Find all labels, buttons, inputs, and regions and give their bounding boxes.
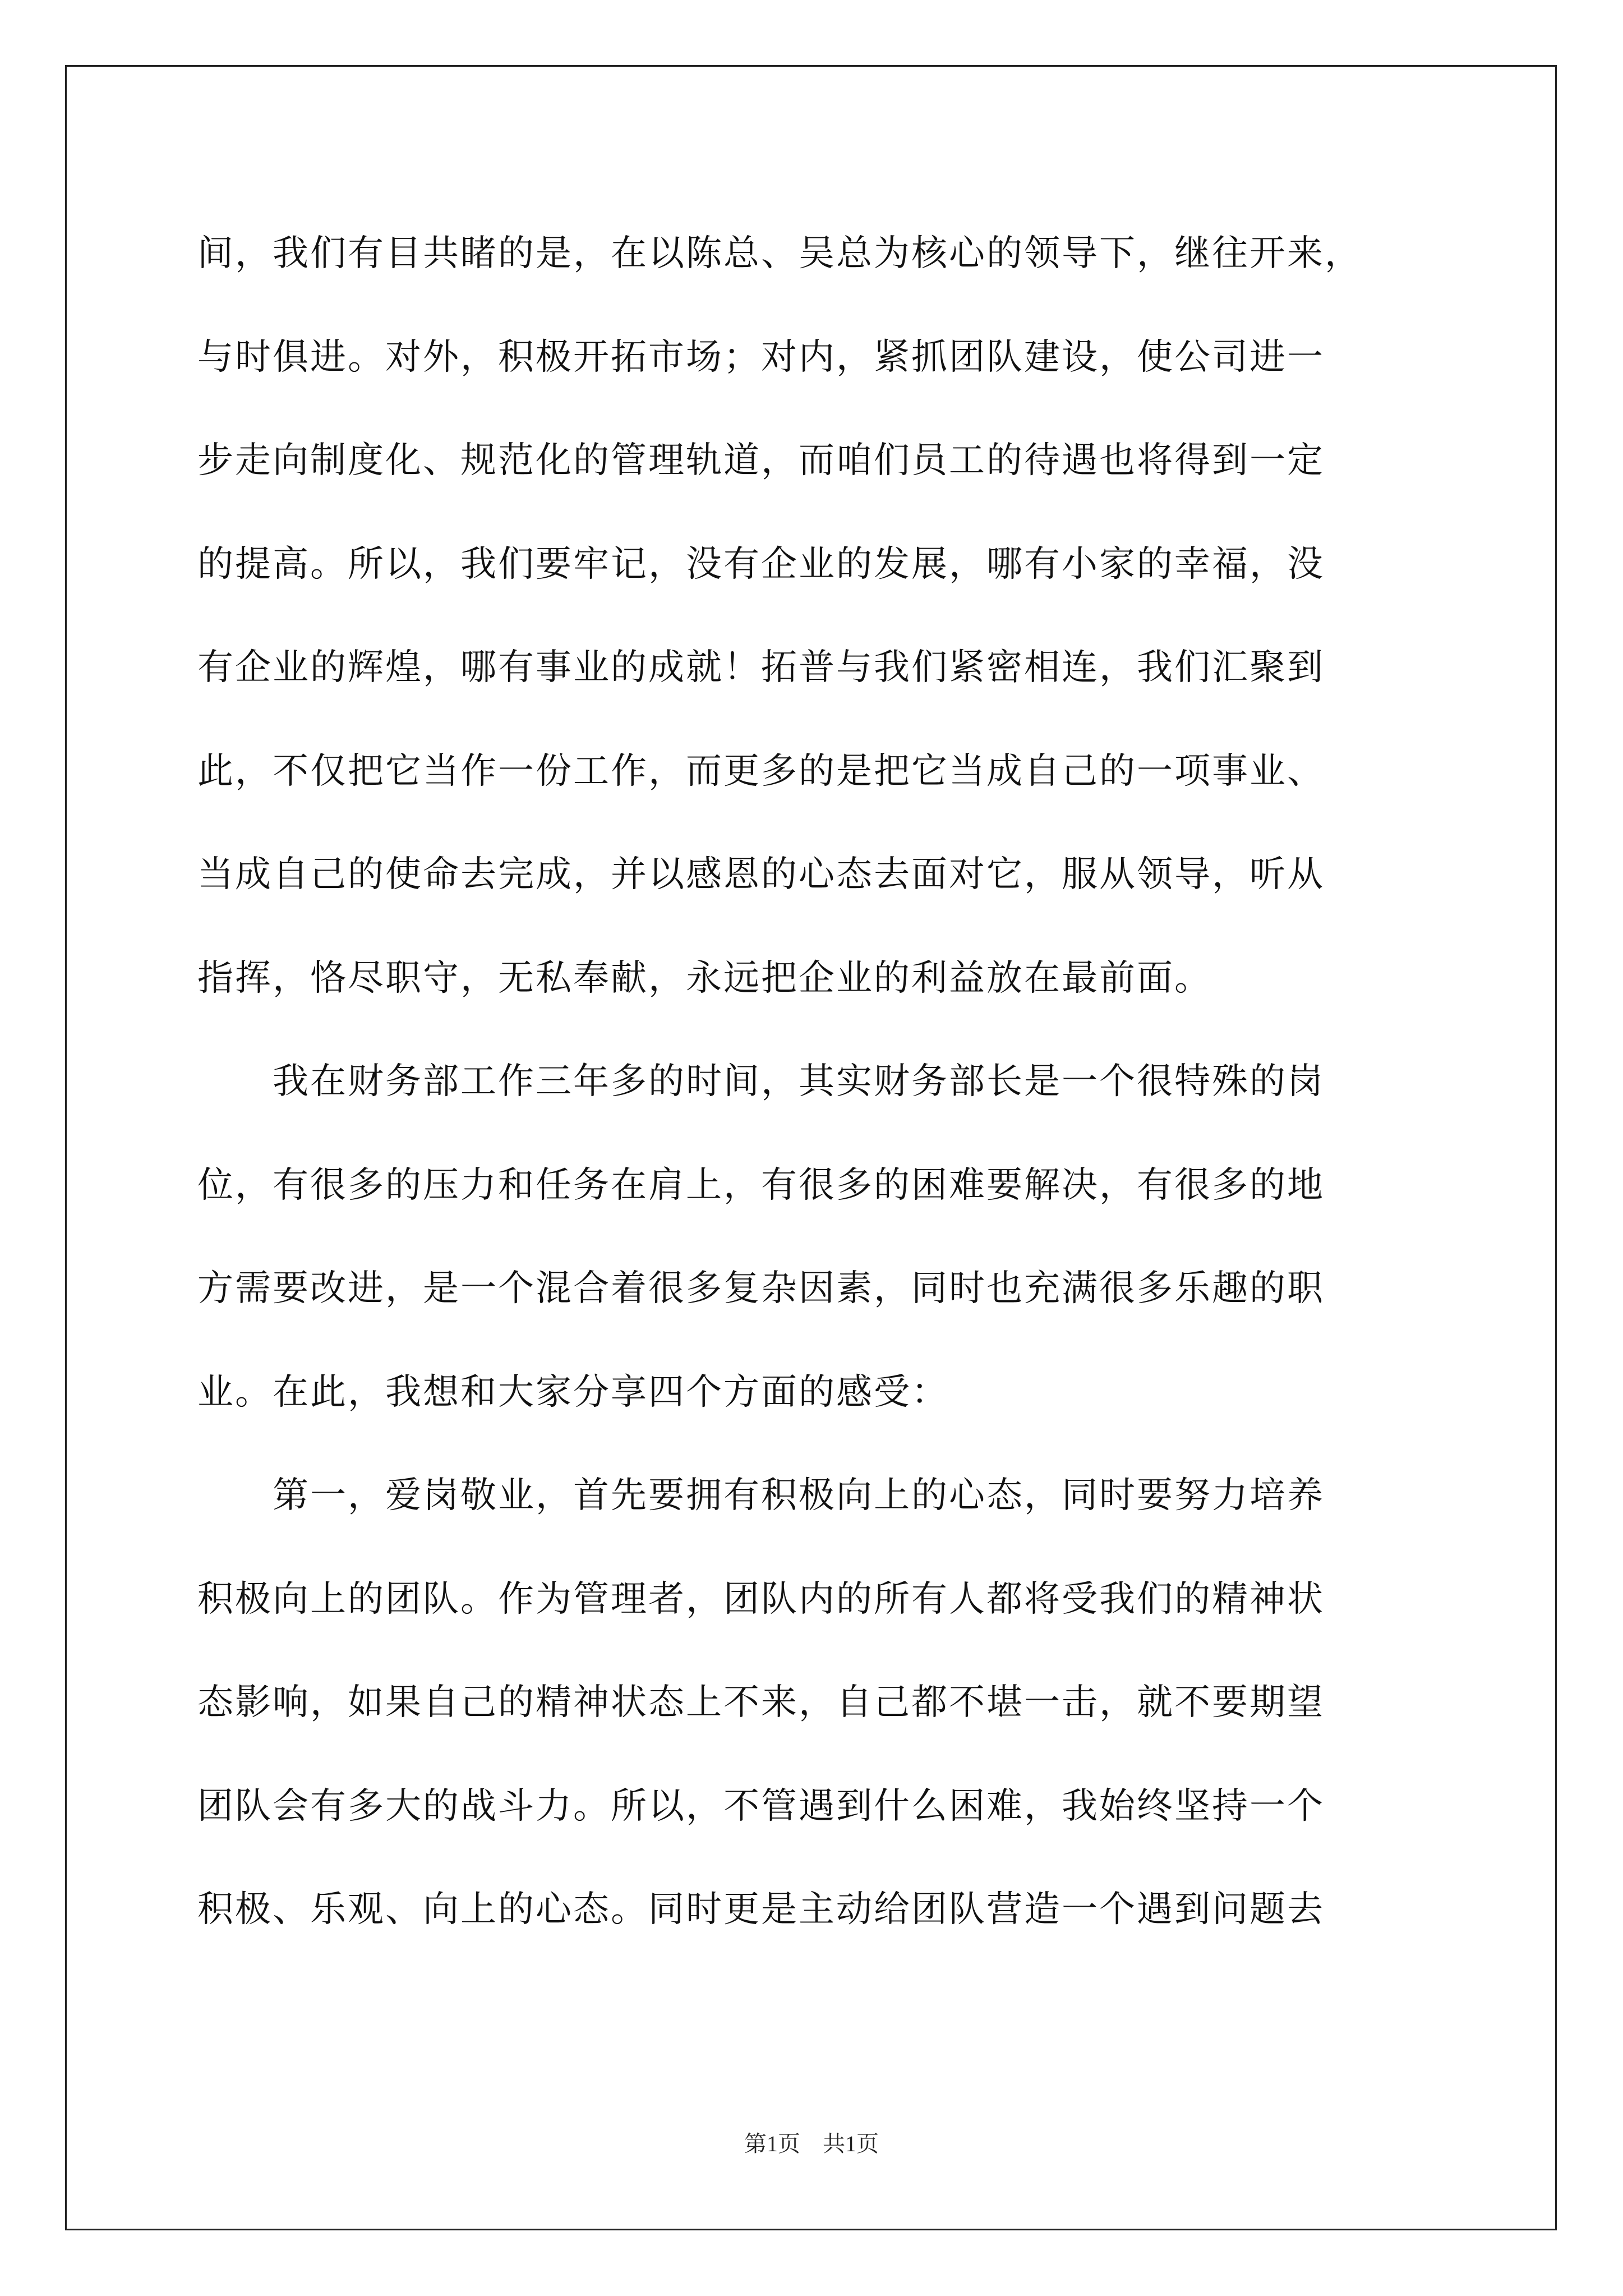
body-text <box>197 202 1431 1962</box>
text-line: 团队会有多大的战斗力。所以，不管遇到什么困难，我始终坚持一个 <box>197 1785 1325 1827</box>
text-line: 与时俱进。对外，积极开拓市场；对内，紧抓团队建设，使公司进一 <box>197 336 1325 378</box>
text-line: 间，我们有目共睹的是，在以陈总、吴总为核心的领导下，继往开来， <box>197 233 1362 274</box>
text-line: 第一，爱岗敬业，首先要拥有积极向上的心态，同时要努力培养 <box>197 1475 1325 1516</box>
text-line: 的提高。所以，我们要牢记，没有企业的发展，哪有小家的幸福，没 <box>197 543 1325 585</box>
text-line: 当成自己的使命去完成，并以感恩的心态去面对它，服从领导，听从 <box>197 854 1325 895</box>
text-line: 有企业的辉煌，哪有事业的成就！拓普与我们紧密相连，我们汇聚到 <box>197 647 1325 688</box>
text-line: 态影响，如果自己的精神状态上不来，自己都不堪一击，就不要期望 <box>197 1682 1325 1723</box>
text-line: 积极向上的团队。作为管理者，团队内的所有人都将受我们的精神状 <box>197 1578 1325 1620</box>
text-line: 方需要改进，是一个混合着很多复杂因素，同时也充满很多乐趣的职 <box>197 1268 1325 1309</box>
page-footer: 第1页 共1页 <box>744 2131 879 2156</box>
text-line: 业。在此，我想和大家分享四个方面的感受： <box>197 1371 949 1413</box>
text-line: 位，有很多的压力和任务在肩上，有很多的困难要解决，有很多的地 <box>197 1164 1325 1206</box>
text-line: 指挥，恪尽职守，无私奉献，永远把企业的利益放在最前面。 <box>197 957 1212 999</box>
text-line: 我在财务部工作三年多的时间，其实财务部长是一个很特殊的岗 <box>197 1061 1325 1102</box>
text-line: 此，不仅把它当作一份工作，而更多的是把它当成自己的一项事业、 <box>197 750 1325 792</box>
text-line: 步走向制度化、规范化的管理轨道，而咱们员工的待遇也将得到一定 <box>197 440 1325 481</box>
text-line: 积极、乐观、向上的心态。同时更是主动给团队营造一个遇到问题去 <box>197 1889 1325 1930</box>
